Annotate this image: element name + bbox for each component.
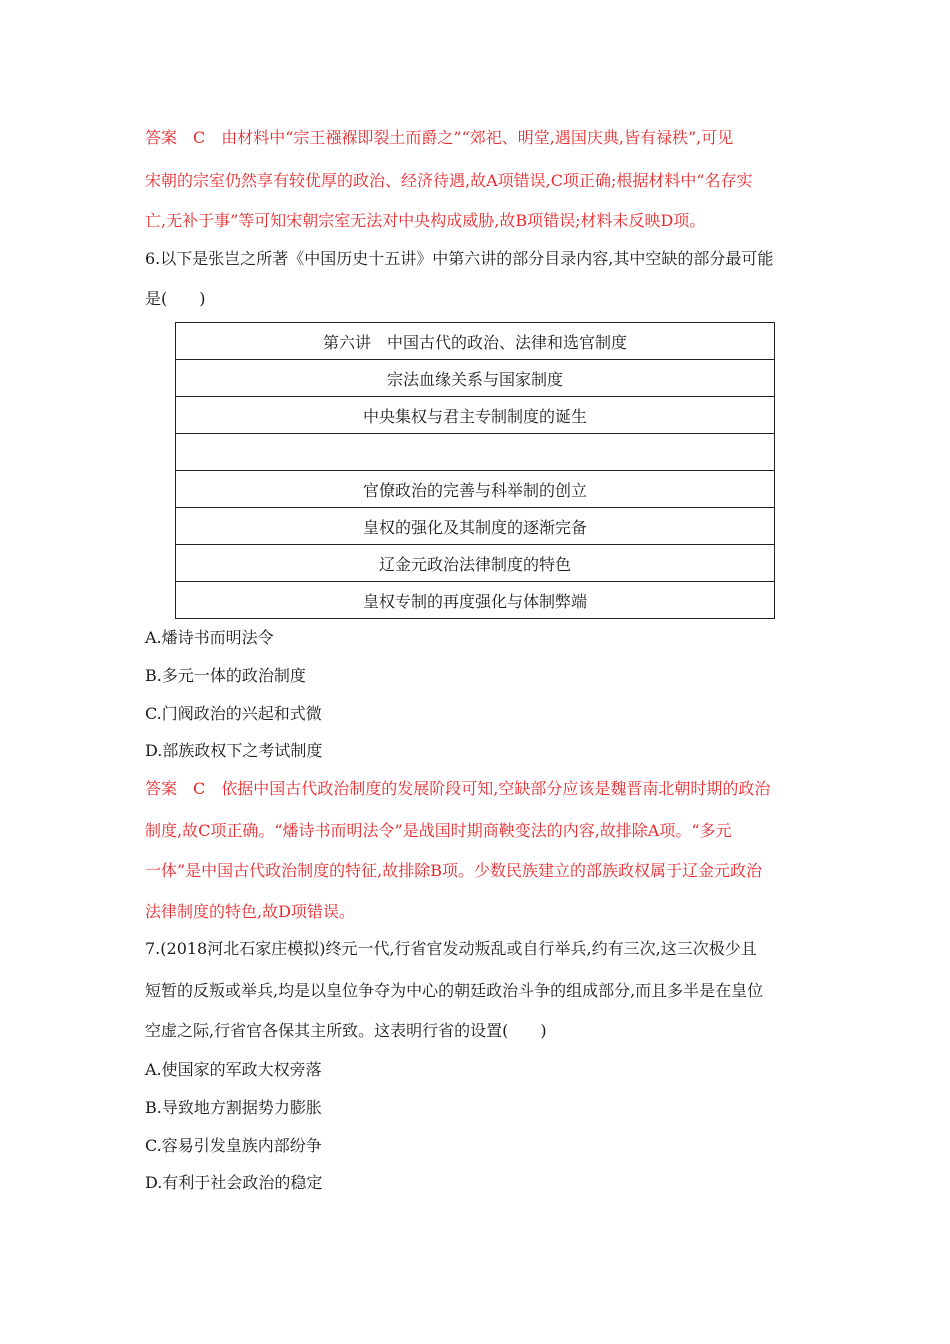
question7-option-d: D.有利于社会政治的稳定 [145, 1173, 323, 1192]
answer6-line-1: 答案 C 依据中国古代政治制度的发展阶段可知,空缺部分应该是魏晋南北朝时期的政治 [145, 779, 771, 798]
toc-cell: 皇权专制的再度强化与体制弊端 [176, 582, 775, 619]
question7-stem-line-3: 空虚之际,行省官各保其主所致。这表明行省的设置( ) [145, 1021, 547, 1040]
toc-row [176, 360, 775, 397]
answer5-line-2: 宋朝的宗室仍然享有较优厚的政治、经济待遇,故A项错误,C项正确;根据材料中“名存实 [145, 171, 753, 190]
toc-table [175, 322, 775, 619]
question6-option-d: D.部族政权下之考试制度 [145, 741, 323, 760]
toc-cell: 辽金元政治法律制度的特色 [176, 545, 775, 582]
toc-cell: 宗法血缘关系与国家制度 [176, 360, 775, 397]
question7-option-c: C.容易引发皇族内部纷争 [145, 1136, 322, 1155]
toc-row [176, 582, 775, 619]
question7-option-a: A.使国家的军政大权旁落 [145, 1060, 322, 1079]
question7-stem-line-1: 7.(2018河北石家庄模拟)终元一代,行省官发动叛乱或自行举兵,约有三次,这三次极少且 [145, 939, 757, 958]
question6-option-c: C.门阀政治的兴起和式微 [145, 704, 322, 723]
answer6-line-4: 法律制度的特色,故D项错误。 [145, 902, 355, 921]
question6-stem-line-2: 是( ) [145, 289, 206, 308]
toc-row [176, 545, 775, 582]
question6-option-a: A.燔诗书而明法令 [145, 628, 274, 647]
toc-row-blank [176, 434, 775, 471]
question6-option-b: B.多元一体的政治制度 [145, 666, 306, 685]
toc-cell-blank [176, 434, 775, 471]
toc-row [176, 508, 775, 545]
answer6-line-2: 制度,故C项正确。“燔诗书而明法令”是战国时期商鞅变法的内容,故排除A项。“多元 [145, 821, 732, 840]
toc-row [176, 397, 775, 434]
toc-header-row [176, 323, 775, 360]
toc-cell: 皇权的强化及其制度的逐渐完备 [176, 508, 775, 545]
toc-header-cell: 第六讲 中国古代的政治、法律和选官制度 [176, 323, 775, 360]
question7-option-b: B.导致地方割据势力膨胀 [145, 1098, 322, 1117]
answer5-line-3: 亡,无补于事”等可知宋朝宗室无法对中央构成威胁,故B项错误;材料未反映D项。 [145, 211, 706, 230]
toc-row [176, 471, 775, 508]
toc-cell: 官僚政治的完善与科举制的创立 [176, 471, 775, 508]
answer6-line-3: 一体”是中国古代政治制度的特征,故排除B项。少数民族建立的部族政权属于辽金元政治 [145, 861, 763, 880]
question6-stem-line-1: 6.以下是张岂之所著《中国历史十五讲》中第六讲的部分目录内容,其中空缺的部分最可能 [145, 249, 774, 268]
question7-stem-line-2: 短暂的反叛或举兵,均是以皇位争夺为中心的朝廷政治斗争的组成部分,而且多半是在皇位 [145, 981, 764, 1000]
toc-cell: 中央集权与君主专制制度的诞生 [176, 397, 775, 434]
answer5-line-1: 答案 C 由材料中“宗王襁褓即裂土而爵之”“郊祀、明堂,遇国庆典,皆有禄秩”,可见 [145, 128, 734, 147]
